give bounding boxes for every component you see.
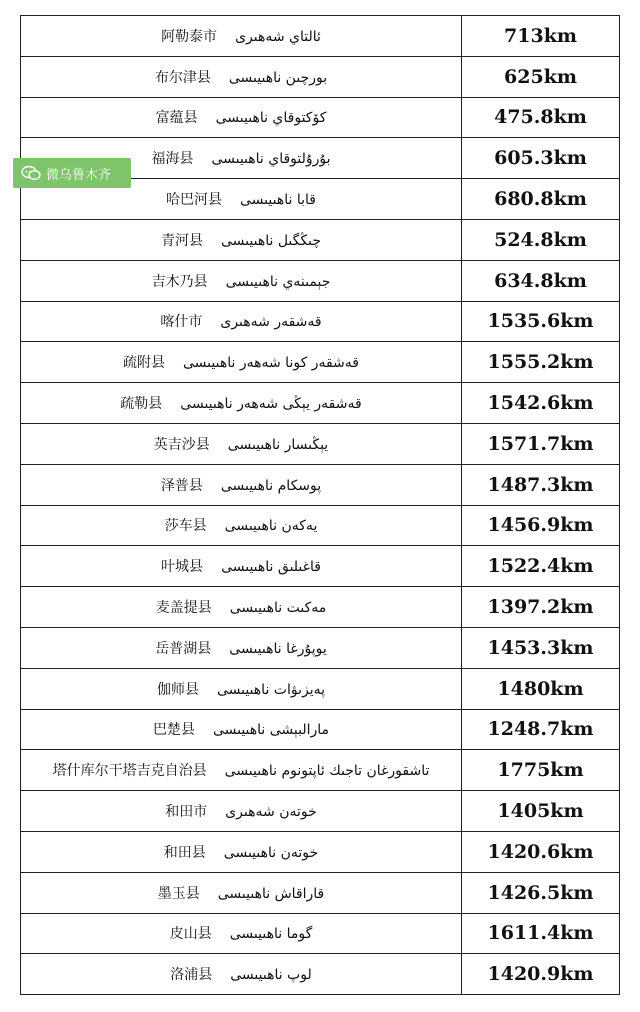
place-name-cell	[21, 301, 462, 342]
chinese-name: 和田市	[165, 804, 208, 821]
watermark-text: 微乌鲁木齐	[46, 167, 112, 183]
chat-bubble-icon	[21, 165, 41, 181]
uyghur-name: قاغىلىق ناھىيىسى	[221, 559, 321, 576]
uyghur-name: تاشقورغان تاجىك ئاپتونوم ناھىيىسى	[224, 763, 430, 780]
distance-cell: 1611.4km	[462, 913, 620, 954]
place-name-cell	[21, 260, 462, 301]
table-row	[21, 709, 620, 750]
distance-cell: 713km	[462, 16, 620, 57]
chinese-name: 哈巴河县	[166, 192, 223, 209]
table-row	[21, 464, 620, 505]
place-name-cell	[21, 831, 462, 872]
distance-cell: 475.8km	[462, 97, 620, 138]
uyghur-name: مەكىت ناھىيىسى	[229, 600, 327, 617]
distance-cell: 1555.2km	[462, 342, 620, 383]
distance-cell: 1775km	[462, 750, 620, 791]
uyghur-name: لوپ ناھىيىسى	[230, 967, 312, 984]
table-row	[21, 505, 620, 546]
uyghur-name: چىڭگىل ناھىيىسى	[221, 232, 321, 249]
place-name-cell	[21, 546, 462, 587]
chinese-name: 疏勒县	[120, 396, 163, 413]
place-name-cell	[21, 750, 462, 791]
chinese-name: 岳普湖县	[155, 640, 212, 657]
table-row	[21, 16, 620, 57]
chinese-name: 疏附县	[123, 355, 166, 372]
place-name-cell	[21, 56, 462, 97]
chinese-name: 泽普县	[160, 477, 203, 494]
uyghur-name: يېڭىسار ناھىيىسى	[227, 436, 329, 453]
table-row	[21, 913, 620, 954]
place-name-cell	[21, 709, 462, 750]
place-name-cell	[21, 423, 462, 464]
chinese-name: 巴楚县	[152, 722, 195, 739]
table-row	[21, 627, 620, 668]
distance-cell: 1420.6km	[462, 831, 620, 872]
table-row	[21, 831, 620, 872]
place-name-cell	[21, 342, 462, 383]
place-name-cell	[21, 505, 462, 546]
table-row	[21, 750, 620, 791]
distance-cell: 1456.9km	[462, 505, 620, 546]
table-row	[21, 301, 620, 342]
distance-cell: 1453.3km	[462, 627, 620, 668]
distance-cell: 1248.7km	[462, 709, 620, 750]
chinese-name: 麦盖提县	[155, 600, 212, 617]
place-name-cell	[21, 97, 462, 138]
chinese-name: 墨玉县	[157, 885, 200, 902]
place-name-cell	[21, 464, 462, 505]
place-name-cell	[21, 872, 462, 913]
watermark-badge	[13, 158, 131, 188]
place-name-cell	[21, 954, 462, 995]
place-name-cell	[21, 219, 462, 260]
uyghur-name: خوتەن شەھىرى	[225, 804, 317, 821]
distance-cell: 605.3km	[462, 138, 620, 179]
table-row	[21, 56, 620, 97]
uyghur-name: قەشقەر يېڭى شەھەر ناھىيىسى	[180, 396, 362, 413]
uyghur-name: يەكەن ناھىيىسى	[224, 518, 318, 535]
uyghur-name: پوسكام ناھىيىسى	[220, 477, 322, 494]
place-name-cell	[21, 913, 462, 954]
chinese-name: 皮山县	[169, 926, 212, 943]
uyghur-name: مارالبېشى ناھىيىسى	[212, 722, 330, 739]
place-name-cell	[21, 627, 462, 668]
distance-cell: 1542.6km	[462, 383, 620, 424]
table-row	[21, 342, 620, 383]
distance-cell: 1522.4km	[462, 546, 620, 587]
table-row	[21, 872, 620, 913]
chinese-name: 叶城县	[161, 559, 204, 576]
distance-cell: 1487.3km	[462, 464, 620, 505]
chinese-name: 吉木乃县	[151, 273, 208, 290]
uyghur-name: قابا ناھىيىسى	[240, 192, 316, 209]
table-row	[21, 383, 620, 424]
chinese-name: 布尔津县	[154, 69, 211, 86]
uyghur-name: يوپۇرغا ناھىيىسى	[229, 640, 327, 657]
chinese-name: 富蕴县	[155, 110, 198, 127]
table-row	[21, 219, 620, 260]
table-row	[21, 260, 620, 301]
uyghur-name: بورچىن ناھىيىسى	[228, 69, 328, 86]
table-row	[21, 546, 620, 587]
chinese-name: 洛浦县	[170, 967, 213, 984]
uyghur-name: ئالتاي شەھىرى	[235, 28, 321, 45]
chinese-name: 塔什库尔干塔吉克自治县	[52, 763, 207, 780]
table-row	[21, 587, 620, 628]
table-row	[21, 954, 620, 995]
table-row	[21, 668, 620, 709]
distance-cell: 625km	[462, 56, 620, 97]
chinese-name: 莎车县	[164, 518, 207, 535]
table-row	[21, 97, 620, 138]
chinese-name: 和田县	[163, 844, 206, 861]
distance-cell: 1535.6km	[462, 301, 620, 342]
place-name-cell	[21, 791, 462, 832]
distance-cell: 1405km	[462, 791, 620, 832]
chinese-name: 福海县	[151, 151, 194, 168]
distance-cell: 1397.2km	[462, 587, 620, 628]
distance-cell: 1571.7km	[462, 423, 620, 464]
uyghur-name: قەشقەر شەھىرى	[220, 314, 322, 331]
uyghur-name: پەيزىۋات ناھىيىسى	[216, 681, 326, 698]
place-name-cell	[21, 16, 462, 57]
uyghur-name: جېمىنەي ناھىيىسى	[225, 273, 331, 290]
place-name-cell	[21, 383, 462, 424]
chinese-name: 喀什市	[160, 314, 203, 331]
chinese-name: 英吉沙县	[153, 436, 210, 453]
distance-cell: 524.8km	[462, 219, 620, 260]
chinese-name: 青河县	[161, 232, 203, 249]
distance-cell: 680.8km	[462, 179, 620, 220]
uyghur-name: كۆكتوقاي ناھىيىسى	[215, 110, 327, 127]
distance-cell: 634.8km	[462, 260, 620, 301]
chinese-name: 伽师县	[156, 681, 199, 698]
table-row	[21, 791, 620, 832]
uyghur-name: قاراقاش ناھىيىسى	[217, 885, 325, 902]
uyghur-name: قەشقەر كونا شەھەر ناھىيىسى	[183, 355, 359, 372]
table-row	[21, 423, 620, 464]
chinese-name: 阿勒泰市	[161, 28, 218, 45]
uyghur-name: گوما ناھىيىسى	[229, 926, 313, 943]
place-name-cell	[21, 587, 462, 628]
distance-cell: 1426.5km	[462, 872, 620, 913]
uyghur-name: بۇرۇلتوقاي ناھىيىسى	[211, 151, 331, 168]
distance-cell: 1480km	[462, 668, 620, 709]
uyghur-name: خوتەن ناھىيىسى	[223, 844, 319, 861]
distance-cell: 1420.9km	[462, 954, 620, 995]
place-name-cell	[21, 668, 462, 709]
